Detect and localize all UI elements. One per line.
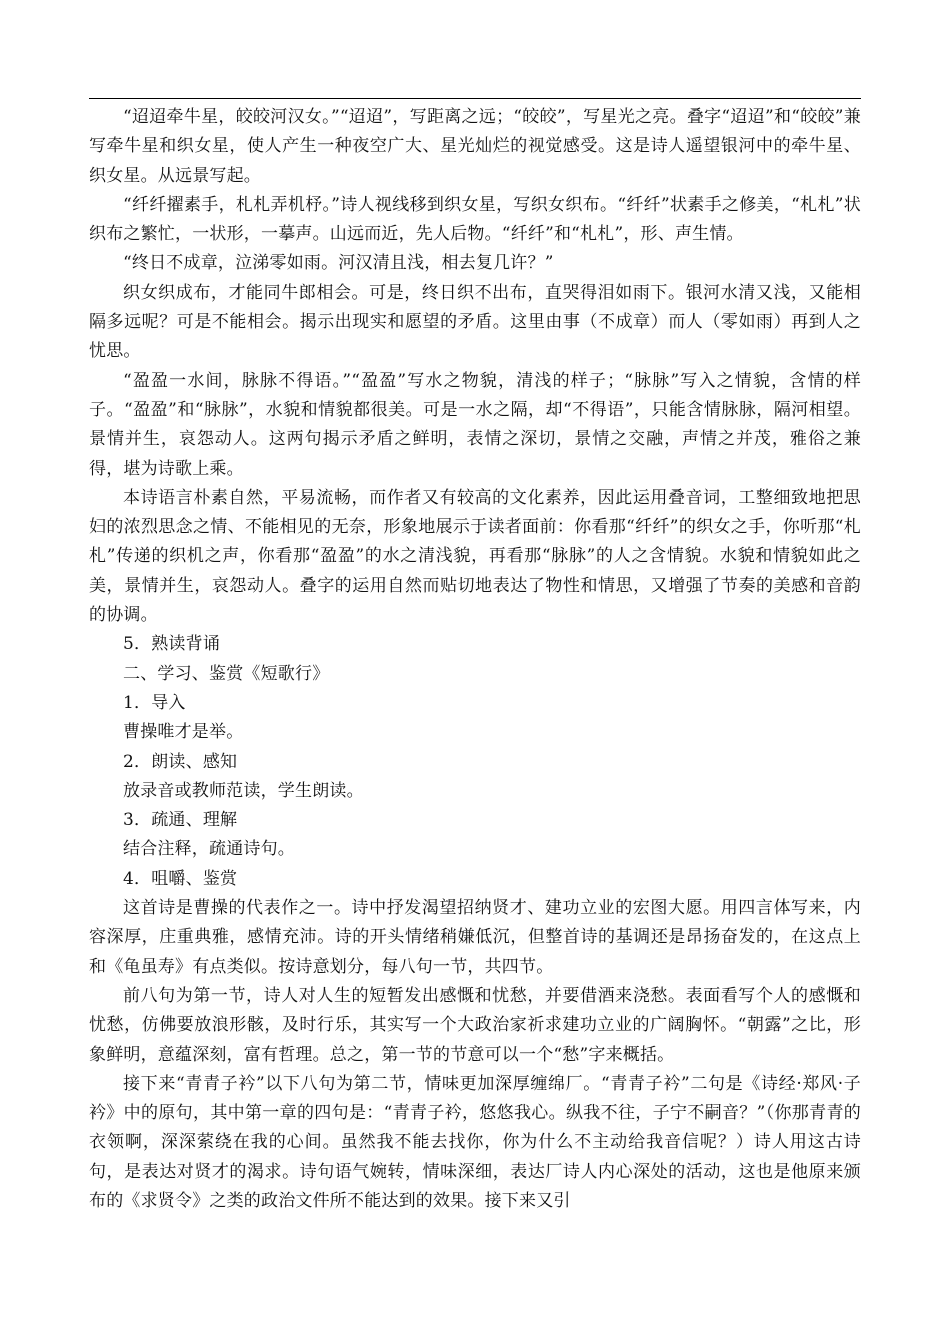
paragraph: 结合注释，疏通诗句。 [123, 839, 295, 860]
paragraph: 接下来“青青子衿”以下八句为第二节，情味更加深厚缠绵厂。“青青子衿”二句是《诗经·郑风·子衿》中的原句，其中第一章的四句是：“青青子衿，悠悠我心。纵我不往，子宁不嗣音？”（你那青青的衣领啊，深深萦绕在我的心间。虽然我不能去找你，你为什么不主动给我音信呢？）诗人用这古诗句，是表达对贤才的渴求。诗句语气婉转，情味深细，表达厂诗人内心深处的活动，这也是他原来颁布的《求贤令》之类的政治文件所不能达到的效果。接下来又引 [89, 1073, 861, 1211]
paragraph: “终日不成章，泣涕零如雨。河汉清且浅，相去复几许？” [123, 253, 554, 274]
paragraph: “盈盈一水间，脉脉不得语。”“盈盈”写水之物貌，清浅的样子；“脉脉”写入之情貌，含情的样子。“盈盈”和“脉脉”，水貌和情貌都很美。可是一水之隔，却“不得语”，只能含情脉脉，隔河相望。景情并生，哀怨动人。这两句揭示矛盾之鲜明，表情之深切，景情之交融，声情之并茂，雅俗之兼得，堪为诗歌上乘。 [89, 370, 861, 479]
paragraph: 本诗语言朴素自然，平易流畅，而作者又有较高的文化素养，因此运用叠音词，工整细致地把思妇的浓烈思念之情、不能相见的无奈，形象地展示于读者面前：你看那“纤纤”的织女之手，你听那“札札”传递的织机之声，你看那“盈盈”的水之清浅貌，再看那“脉脉”的人之含情貌。水貌和情貌如此之美，景情并生，哀怨动人。叠字的运用自然而贴切地表达了物性和情思，又增强了节奏的美感和音韵的协调。 [89, 487, 861, 626]
step-heading: 1．导入 [123, 692, 186, 713]
paragraph: 这首诗是曹操的代表作之一。诗中抒发渴望招纳贤才、建功立业的宏图大愿。用四言体写来，内容深厚，庄重典雅，感情充沛。诗的开头情绪稍嫌低沉，但整首诗的基调还是昂扬奋发的，在这点上和《龟虽寿》有点类似。按诗意划分，每八句一节，共四节。 [89, 898, 861, 977]
step-heading: 2．朗读、感知 [123, 751, 238, 772]
section-heading: 5．熟读背诵 [123, 634, 221, 655]
document-body [89, 103, 861, 1216]
section-heading: 二、学习、鉴赏《短歌行》 [123, 663, 330, 684]
step-heading: 4．咀嚼、鉴赏 [123, 868, 238, 889]
paragraph: “纤纤擢素手，札札弄机杼。”诗人视线移到织女星，写织女织布。“纤纤”状素手之修美，“札札”状织布之繁忙，一状形，一摹声。山远而近，先人后物。“纤纤”和“札札”，形、声生情。 [89, 194, 861, 245]
paragraph: 曹操唯才是举。 [123, 722, 244, 743]
header-rule [89, 98, 861, 99]
paragraph: 前八句为第一节，诗人对人生的短暂发出感慨和忧愁，并要借酒来浇愁。表面看写个人的感慨和忧愁，仿佛要放浪形骸，及时行乐，其实写一个大政治家祈求建功立业的广阔胸怀。“朝露”之比，形象鲜明，意蕴深刻，富有哲理。总之，第一节的节意可以一个“愁”字来概括。 [89, 985, 861, 1065]
paragraph: “迢迢牵牛星，皎皎河汉女。”“迢迢”，写距离之远；“皎皎”，写星光之亮。叠字“迢迢”和“皎皎”兼写牵牛星和织女星，使人产生一种夜空广大、星光灿烂的视觉感受。这是诗人遥望银河中的牵牛星、织女星。从远景写起。 [89, 107, 861, 186]
paragraph: 织女织成布，才能同牛郎相会。可是，终日织不出布，直哭得泪如雨下。银河水清又浅，又能相隔多远呢？可是不能相会。揭示出现实和愿望的矛盾。这里由事（不成章）而人（零如雨）再到人之忧思。 [89, 282, 861, 362]
paragraph: 放录音或教师范读，学生朗读。 [123, 780, 364, 801]
step-heading: 3．疏通、理解 [123, 810, 238, 831]
